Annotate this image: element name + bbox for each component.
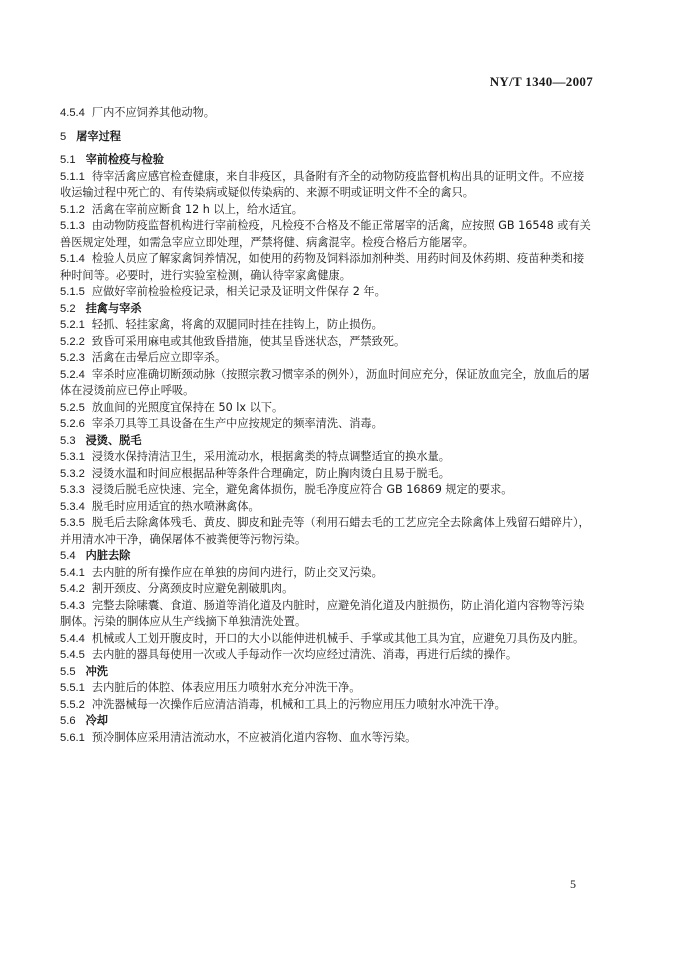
clause-text: 挂禽与宰杀 bbox=[85, 301, 142, 315]
clause bbox=[60, 565, 592, 582]
clause-text: 应做好宰前检验检疫记录，相关记录及证明文件保存 2 年。 bbox=[91, 285, 386, 298]
section-heading bbox=[60, 548, 592, 565]
clause bbox=[60, 598, 592, 631]
clause-text: 预冷胴体应采用清洁流动水，不应被消化道内容物、血水等污染。 bbox=[91, 730, 417, 744]
clause-number: 5 bbox=[60, 130, 67, 143]
clause-number: 5.4.1 bbox=[60, 566, 85, 579]
section-heading bbox=[60, 664, 592, 681]
clause-number: 5.6.1 bbox=[60, 731, 85, 744]
clause-text: 脱毛时应用适宜的热水喷淋禽体。 bbox=[91, 499, 260, 513]
clause-number: 5.4.2 bbox=[60, 583, 85, 595]
clause-text: 屠宰过程 bbox=[76, 129, 121, 143]
clause-number: 5.2.5 bbox=[60, 401, 85, 414]
clause bbox=[60, 400, 592, 417]
clause-text: 浸烫、脱毛 bbox=[85, 433, 142, 447]
clause-text: 去内脏后的体腔、体表应用压力喷射水充分冲洗干净。 bbox=[91, 681, 361, 694]
clause bbox=[60, 515, 592, 548]
clause bbox=[60, 581, 592, 598]
clause bbox=[60, 317, 592, 334]
clause bbox=[60, 730, 592, 747]
clause-text: 致昏可采用麻电或其他致昏措施，使其呈昏迷状态，严禁致死。 bbox=[91, 334, 406, 348]
clause-number: 5.2.3 bbox=[60, 352, 85, 364]
clause bbox=[60, 416, 592, 433]
clause-number: 5.3.3 bbox=[60, 484, 85, 496]
document-body bbox=[60, 105, 592, 746]
clause bbox=[60, 367, 592, 400]
clause-text: 放血间的光照度宜保持在 50 lx 以下。 bbox=[91, 400, 284, 414]
clause bbox=[60, 631, 592, 648]
clause-text: 浸烫后脱毛应快速、完全，避免禽体损伤，脱毛净度应符合 GB 16869 规定的要求。 bbox=[91, 483, 513, 496]
clause-number: 5.5.1 bbox=[60, 682, 85, 694]
clause bbox=[60, 202, 592, 219]
clause bbox=[60, 169, 592, 202]
clause-number: 5.3.1 bbox=[60, 451, 85, 463]
clause bbox=[60, 334, 592, 351]
clause-number: 5.4.4 bbox=[60, 632, 85, 645]
clause-number: 5.4.3 bbox=[60, 599, 85, 612]
clause bbox=[60, 647, 592, 664]
section-heading bbox=[60, 433, 592, 450]
clause-number: 5.3.4 bbox=[60, 500, 85, 513]
clause-text: 轻抓、轻挂家禽，将禽的双腿同时挂在挂钩上，防止损伤。 bbox=[91, 318, 383, 331]
clause-text: 冷却 bbox=[85, 714, 108, 727]
clause bbox=[60, 466, 592, 483]
page-number: 5 bbox=[570, 877, 576, 891]
clause-number: 5.1.2 bbox=[60, 203, 85, 216]
clause-number: 5.2 bbox=[60, 302, 76, 315]
clause-number: 5.6 bbox=[60, 715, 76, 727]
clause-text: 去内脏的所有操作应在单独的房间内进行，防止交叉污染。 bbox=[91, 565, 383, 579]
clause bbox=[60, 697, 592, 714]
clause-number: 5.5.2 bbox=[60, 698, 85, 711]
clause-number: 5.1 bbox=[60, 154, 76, 166]
clause-text: 冲洗器械每一次操作后应清洁消毒，机械和工具上的污物应用压力喷射水冲洗干净。 bbox=[91, 697, 506, 711]
clause-number: 5.2.6 bbox=[60, 418, 85, 430]
section-heading bbox=[60, 713, 592, 730]
clause-text: 割开颈皮、分离颈皮时应避免割破肌肉。 bbox=[91, 582, 294, 595]
clause-number: 5.4 bbox=[60, 550, 76, 562]
clause-text: 厂内不应饲养其他动物。 bbox=[91, 106, 215, 119]
clause bbox=[60, 105, 592, 122]
clause-text: 检验人员应了解家禽饲养情况，如使用的药物及饲料添加剂种类、用药时间及休药期、疫苗种类和接种时间等。必要时，进行实验室检测，确认待宰家禽健康。 bbox=[60, 252, 585, 282]
clause-text: 宰杀时应准确切断颈动脉（按照宗教习惯宰杀的例外），沥血时间应充分，保证放血完全，放血后的屠体在浸烫前应已停止呼吸。 bbox=[60, 367, 590, 397]
clause bbox=[60, 449, 592, 466]
clause bbox=[60, 499, 592, 516]
clause-text: 完整去除嗉囊、食道、肠道等消化道及内脏时，应避免消化道及内脏损伤，防止消化道内容物等污染胴体。污染的胴体应从生产线摘下单独清洗处置。 bbox=[60, 598, 585, 628]
clause-text: 活禽在击晕后应立即宰杀。 bbox=[91, 351, 227, 364]
clause-number: 5.1.4 bbox=[60, 253, 85, 265]
clause-number: 5.3.2 bbox=[60, 467, 85, 480]
clause-number: 5.3 bbox=[60, 434, 76, 447]
section-heading bbox=[60, 152, 592, 169]
clause-number: 5.2.1 bbox=[60, 319, 85, 331]
clause-text: 脱毛后去除禽体残毛、黄皮、脚皮和趾壳等（利用石蜡去毛的工艺应完全去除禽体上残留石蜡碎片），并用清水冲干净，确保屠体不被粪便等污物污染。 bbox=[60, 516, 590, 546]
clause bbox=[60, 350, 592, 367]
section-heading bbox=[60, 129, 592, 146]
clause-number: 5.5 bbox=[60, 665, 76, 678]
clause-number: 4.5.4 bbox=[60, 107, 85, 119]
clause bbox=[60, 218, 592, 251]
clause-number: 5.3.5 bbox=[60, 517, 85, 529]
clause-text: 宰前检疫与检验 bbox=[85, 153, 164, 166]
clause bbox=[60, 284, 592, 301]
clause-number: 5.2.4 bbox=[60, 368, 85, 381]
clause-text: 浸烫水温和时间应根据品种等条件合理确定，防止胸肉烫白且易于脱毛。 bbox=[91, 466, 450, 480]
clause bbox=[60, 680, 592, 697]
clause bbox=[60, 482, 592, 499]
clause-text: 冲洗 bbox=[85, 664, 108, 678]
clause-text: 浸烫水保持清洁卫生，采用流动水，根据禽类的特点调整适宜的换水量。 bbox=[91, 450, 450, 463]
clause-text: 去内脏的器具每使用一次或人手每动作一次均应经过清洗、消毒，再进行后续的操作。 bbox=[91, 648, 518, 661]
clause bbox=[60, 251, 592, 284]
clause-number: 5.1.1 bbox=[60, 170, 85, 183]
clause-number: 5.1.3 bbox=[60, 220, 85, 232]
clause-text: 待宰活禽应感官检查健康，来自非疫区，具备附有齐全的动物防疫监督机构出具的证明文件。不应接收运输过程中死亡的、有传染病或疑似传染病的、来源不明或证明文件不全的禽只。 bbox=[60, 169, 585, 199]
clause-text: 内脏去除 bbox=[85, 549, 131, 562]
clause-text: 机械或人工划开腹皮时，开口的大小以能伸进机械手、手掌或其他工具为宜，应避免刀具伤及内脏。 bbox=[91, 631, 585, 645]
clause-number: 5.1.5 bbox=[60, 286, 85, 298]
section-heading bbox=[60, 301, 592, 318]
clause-number: 5.2.2 bbox=[60, 335, 85, 348]
standard-code: NY/T 1340—2007 bbox=[489, 74, 593, 89]
clause-number: 5.4.5 bbox=[60, 649, 85, 661]
clause-text: 由动物防疫监督机构进行宰前检疫，凡检疫不合格及不能正常屠宰的活禽，应按照 GB 16548 或有关兽医规定处理，如需急宰应立即处理，严禁将健、病禽混宰。检疫合格后方能屠宰。 bbox=[60, 219, 591, 249]
clause-text: 宰杀刀具等工具设备在生产中应按规定的频率清洗、消毒。 bbox=[91, 417, 383, 430]
clause-text: 活禽在宰前应断食 12 h 以上，给水适宜。 bbox=[91, 202, 303, 216]
